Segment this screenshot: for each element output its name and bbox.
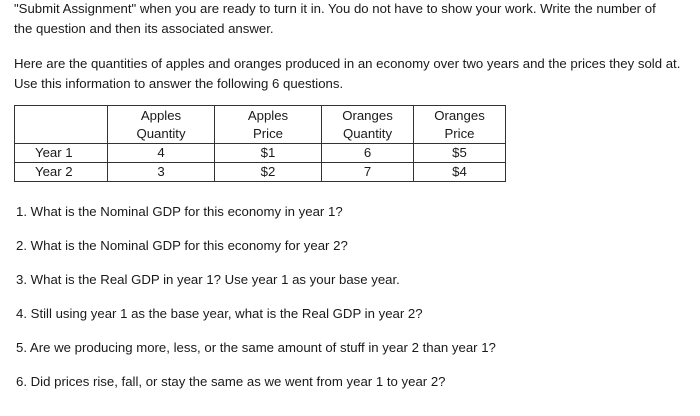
- row-label: Year 1: [15, 144, 108, 163]
- header-line: Price: [252, 125, 284, 141]
- instructions-line-2: the question and then its associated answer.: [14, 21, 274, 36]
- table-cell: 6: [322, 144, 414, 163]
- table-corner-cell: [15, 106, 108, 144]
- header-line: Price: [444, 125, 475, 141]
- header-line: Apples: [247, 108, 289, 123]
- table-header-row: [15, 106, 506, 144]
- table-cell: 4: [108, 144, 215, 163]
- table-cell: $1: [215, 144, 322, 163]
- header-line: Apples: [140, 108, 182, 123]
- instructions-line-1: "Submit Assignment" when you are ready to turn it in. You do not have to show your work. Write the number of: [14, 1, 656, 16]
- table-cell: 3: [108, 163, 215, 182]
- header-oranges-quantity: [322, 106, 414, 144]
- question-1: 1. What is the Nominal GDP for this economy in year 1?: [16, 204, 343, 219]
- table-cell: $2: [215, 163, 322, 182]
- header-line: Oranges: [434, 108, 485, 123]
- question-2: 2. What is the Nominal GDP for this economy for year 2?: [16, 238, 348, 253]
- header-line: Quantity: [342, 125, 393, 141]
- question-6: 6. Did prices rise, fall, or stay the same as we went from year 1 to year 2?: [16, 374, 446, 389]
- row-label: Year 2: [15, 163, 108, 182]
- production-price-table: [14, 105, 506, 182]
- table-row-year-1: [15, 144, 506, 163]
- table-row-year-2: [15, 163, 506, 182]
- header-apples-price: [215, 106, 322, 144]
- header-oranges-price: [414, 106, 506, 144]
- intro-line-2: Use this information to answer the following 6 questions.: [14, 76, 344, 91]
- question-3: 3. What is the Real GDP in year 1? Use year 1 as your base year.: [16, 272, 400, 287]
- intro-line-1: Here are the quantities of apples and oranges produced in an economy over two years and the prices they sold at.: [14, 56, 681, 71]
- table-cell: 7: [322, 163, 414, 182]
- header-line: Quantity: [136, 125, 186, 141]
- header-apples-quantity: [108, 106, 215, 144]
- header-line: Oranges: [342, 108, 393, 123]
- question-4: 4. Still using year 1 as the base year, what is the Real GDP in year 2?: [16, 306, 423, 321]
- question-5: 5. Are we producing more, less, or the same amount of stuff in year 2 than year 1?: [16, 340, 496, 355]
- table-cell: $4: [414, 163, 506, 182]
- table-cell: $5: [414, 144, 506, 163]
